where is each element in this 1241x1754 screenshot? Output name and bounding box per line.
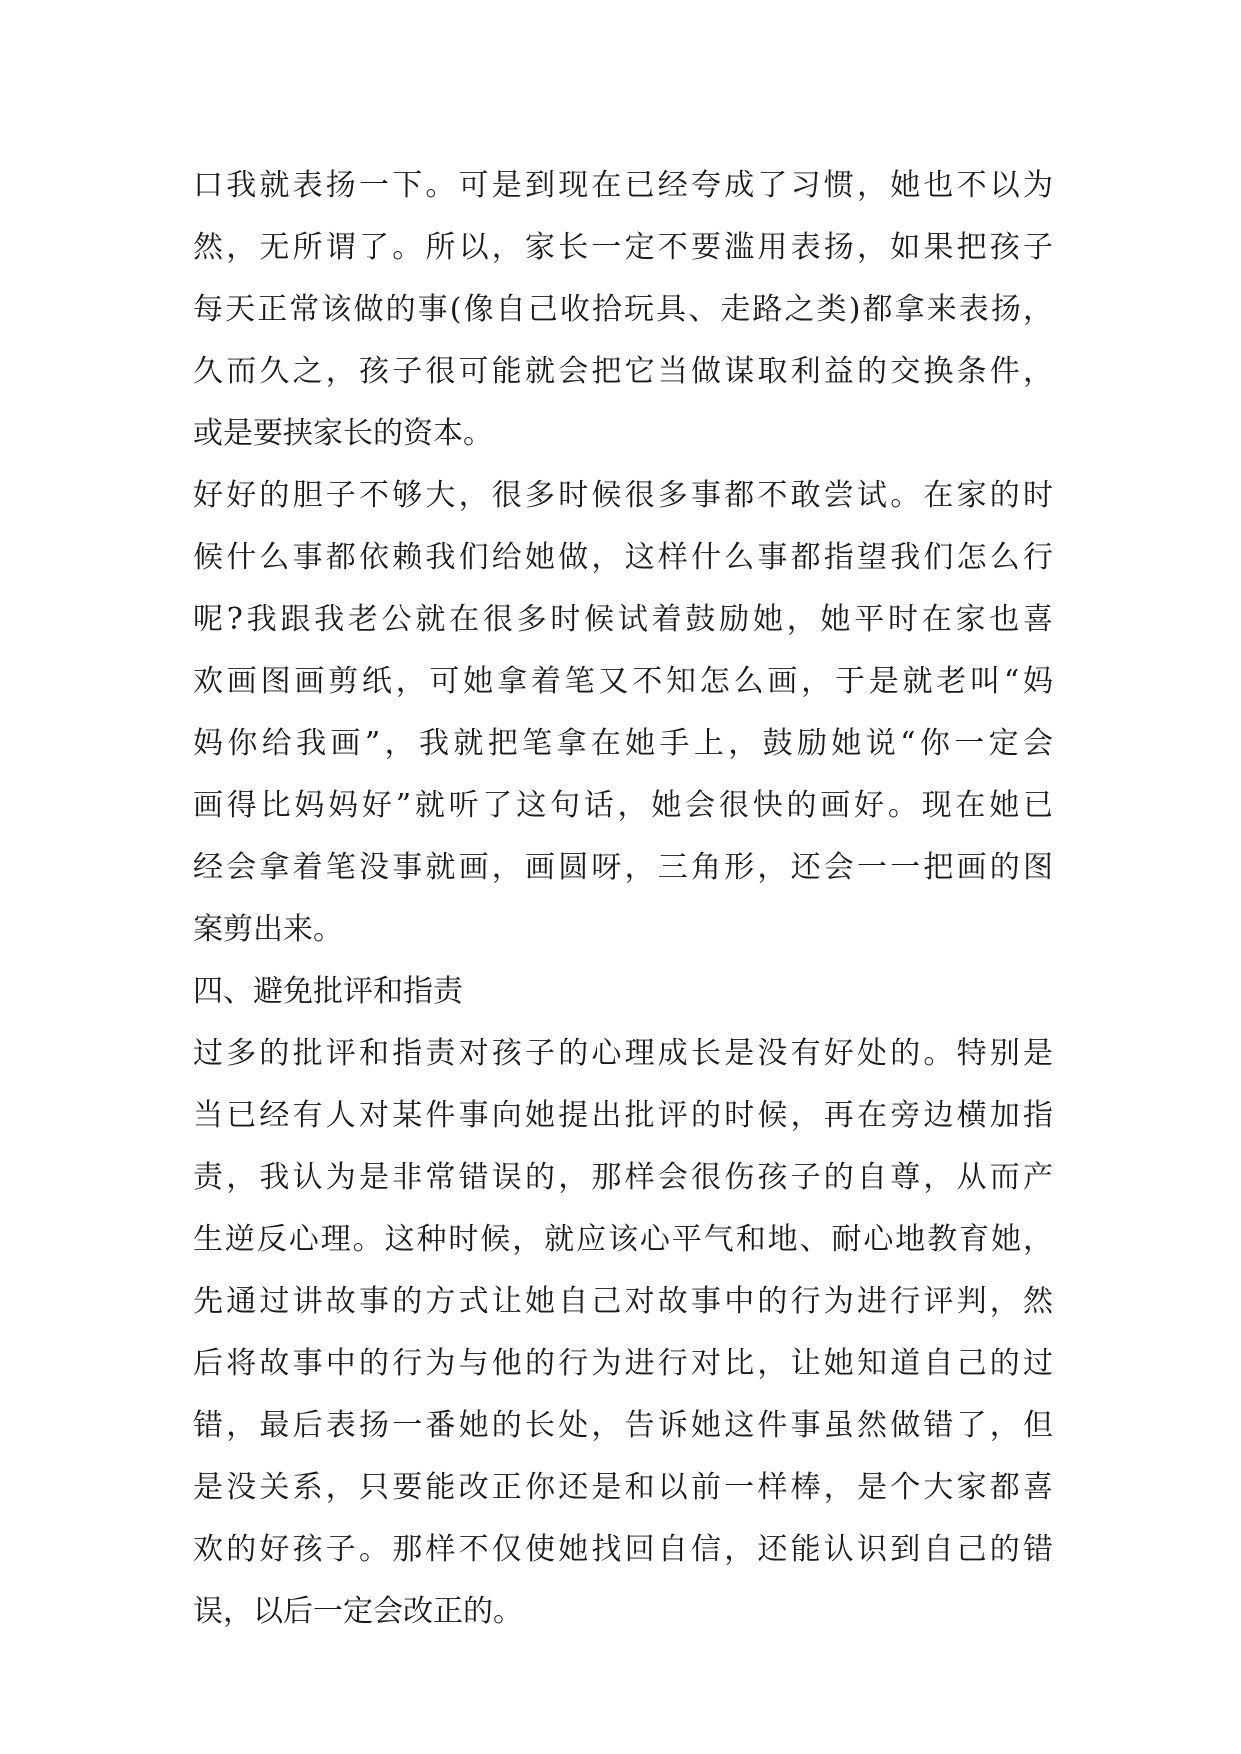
- text-line: 当已经有人对某件事向她提出批评的时候，再在旁边横加指: [193, 1098, 1053, 1133]
- paragraph-courage: [193, 465, 1053, 961]
- document-page: [193, 155, 1053, 1643]
- text-line: 或是要挟家长的资本。: [193, 416, 493, 451]
- section-heading: 四、避免批评和指责: [193, 974, 463, 1009]
- paragraph-criticism: [193, 1023, 1053, 1643]
- text-line: 候什么事都依赖我们给她做，这样什么事都指望我们怎么行: [193, 540, 1053, 575]
- text-line: 然，无所谓了。所以，家长一定不要滥用表扬，如果把孩子: [193, 230, 1053, 265]
- text-line: 妈你给我画”，我就把笔拿在她手上，鼓励她说“你一定会: [193, 726, 1053, 761]
- text-line: 误，以后一定会改正的。: [193, 1594, 523, 1629]
- text-line: 生逆反心理。这种时候，就应该心平气和地、耐心地教育她，: [193, 1222, 1053, 1257]
- section-heading-four: [193, 961, 1053, 1023]
- text-line: 口我就表扬一下。可是到现在已经夸成了习惯，她也不以为: [193, 168, 1053, 203]
- paragraph-praise-habit: [193, 155, 1053, 465]
- text-line: 久而久之，孩子很可能就会把它当做谋取利益的交换条件，: [193, 354, 1053, 389]
- text-line: 画得比妈妈好”就听了这句话，她会很快的画好。现在她已: [193, 788, 1053, 823]
- text-line: 呢?我跟我老公就在很多时候试着鼓励她，她平时在家也喜: [193, 602, 1053, 637]
- text-line: 后将故事中的行为与他的行为进行对比，让她知道自己的过: [193, 1346, 1053, 1381]
- text-line: 过多的批评和指责对孩子的心理成长是没有好处的。特别是: [193, 1036, 1053, 1071]
- text-line: 先通过讲故事的方式让她自己对故事中的行为进行评判，然: [193, 1284, 1053, 1319]
- text-line: 好好的胆子不够大，很多时候很多事都不敢尝试。在家的时: [193, 478, 1053, 513]
- text-line: 是没关系，只要能改正你还是和以前一样棒，是个大家都喜: [193, 1470, 1053, 1505]
- text-line: 案剪出来。: [193, 912, 343, 947]
- text-line: 每天正常该做的事(像自己收拾玩具、走路之类)都拿来表扬，: [193, 292, 1053, 327]
- text-line: 责，我认为是非常错误的，那样会很伤孩子的自尊，从而产: [193, 1160, 1053, 1195]
- text-line: 欢的好孩子。那样不仅使她找回自信，还能认识到自己的错: [193, 1532, 1053, 1567]
- text-line: 经会拿着笔没事就画，画圆呀，三角形，还会一一把画的图: [193, 850, 1053, 885]
- text-line: 欢画图画剪纸，可她拿着笔又不知怎么画，于是就老叫“妈: [193, 664, 1053, 699]
- text-line: 错，最后表扬一番她的长处，告诉她这件事虽然做错了，但: [193, 1408, 1053, 1443]
